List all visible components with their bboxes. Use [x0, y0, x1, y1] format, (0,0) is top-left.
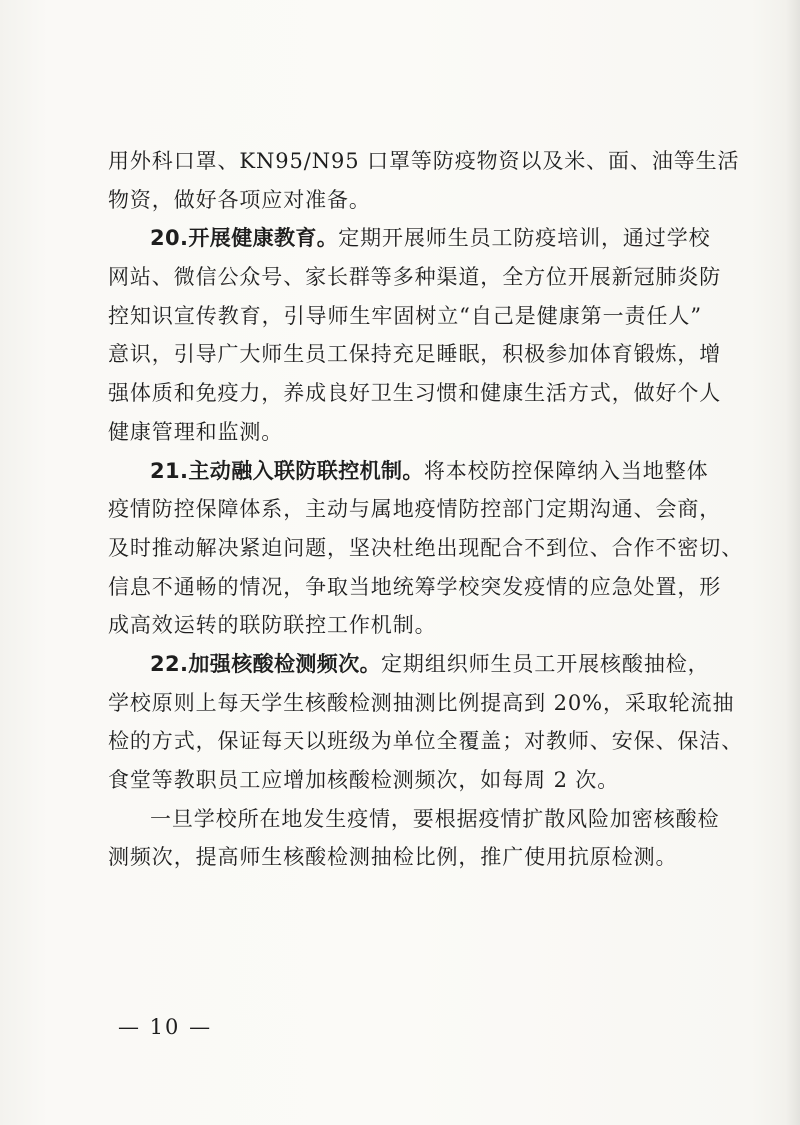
text-line: 物资，做好各项应对准备。 — [108, 187, 371, 212]
paragraph-health-education — [108, 219, 722, 451]
text-run: 将本校防控保障纳入当地整体 — [423, 458, 709, 483]
text-line: 学校原则上每天学生核酸检测抽测比例提高到 20%，采取轮流抽 — [108, 690, 735, 715]
text-line — [108, 645, 710, 684]
text-line: 网站、微信公众号、家长群等多种渠道，全方位开展新冠肺炎防 — [108, 265, 722, 290]
paragraph-nucleic-testing — [108, 645, 744, 800]
page-edge-shadow — [786, 0, 800, 1125]
text-run: 定期开展师生员工防疫培训，通过学校 — [338, 226, 711, 251]
text-line: 疫情防控保障体系，主动与属地疫情防控部门定期沟通、会商， — [108, 497, 722, 522]
text-line: 测频次，提高师生核酸检测抽检比例，推广使用抗原检测。 — [108, 845, 678, 870]
section-heading: 22.加强核酸检测频次。 — [150, 651, 382, 676]
text-line: 用外科口罩、KN95/N95 口罩等防疫物资以及米、面、油等生活 — [108, 149, 740, 173]
text-line — [108, 219, 711, 258]
paragraph-supplies — [108, 142, 740, 219]
text-run: 定期组织师生员工开展核酸抽检， — [381, 651, 710, 676]
text-line: 及时推动解决紧迫问题，坚决杜绝出现配合不到位、合作不密切、 — [108, 535, 744, 560]
text-line: 强体质和免疫力，养成良好卫生习惯和健康生活方式，做好个人 — [108, 381, 722, 406]
text-line: 信息不通畅的情况，争取当地统筹学校突发疫情的应急处置，形 — [108, 574, 722, 599]
text-line: 食堂等教职员工应增加核酸检测频次，如每周 2 次。 — [108, 768, 620, 792]
text-line: 检的方式，保证每天以班级为单位全覆盖；对教师、安保、保洁、 — [108, 729, 744, 754]
text-line: 一旦学校所在地发生疫情，要根据疫情扩散风险加密核酸检 — [150, 806, 720, 831]
text-line — [108, 452, 709, 491]
text-line: 意识，引导广大师生员工保持充足睡眠，积极参加体育锻炼，增 — [108, 342, 722, 367]
text-line: 成高效运转的联防联控工作机制。 — [108, 613, 437, 638]
paragraph-joint-prevention — [108, 452, 744, 645]
section-heading: 20.开展健康教育。 — [150, 226, 339, 251]
text-line: 健康管理和监测。 — [108, 419, 284, 444]
page-number: — 10 — — [118, 1015, 213, 1039]
paragraph-outbreak-response — [108, 800, 720, 877]
document-body — [108, 142, 744, 877]
section-heading: 21.主动融入联防联控机制。 — [150, 458, 424, 483]
text-line: 控知识宣传教育，引导师生牢固树立“自己是健康第一责任人” — [108, 303, 702, 328]
